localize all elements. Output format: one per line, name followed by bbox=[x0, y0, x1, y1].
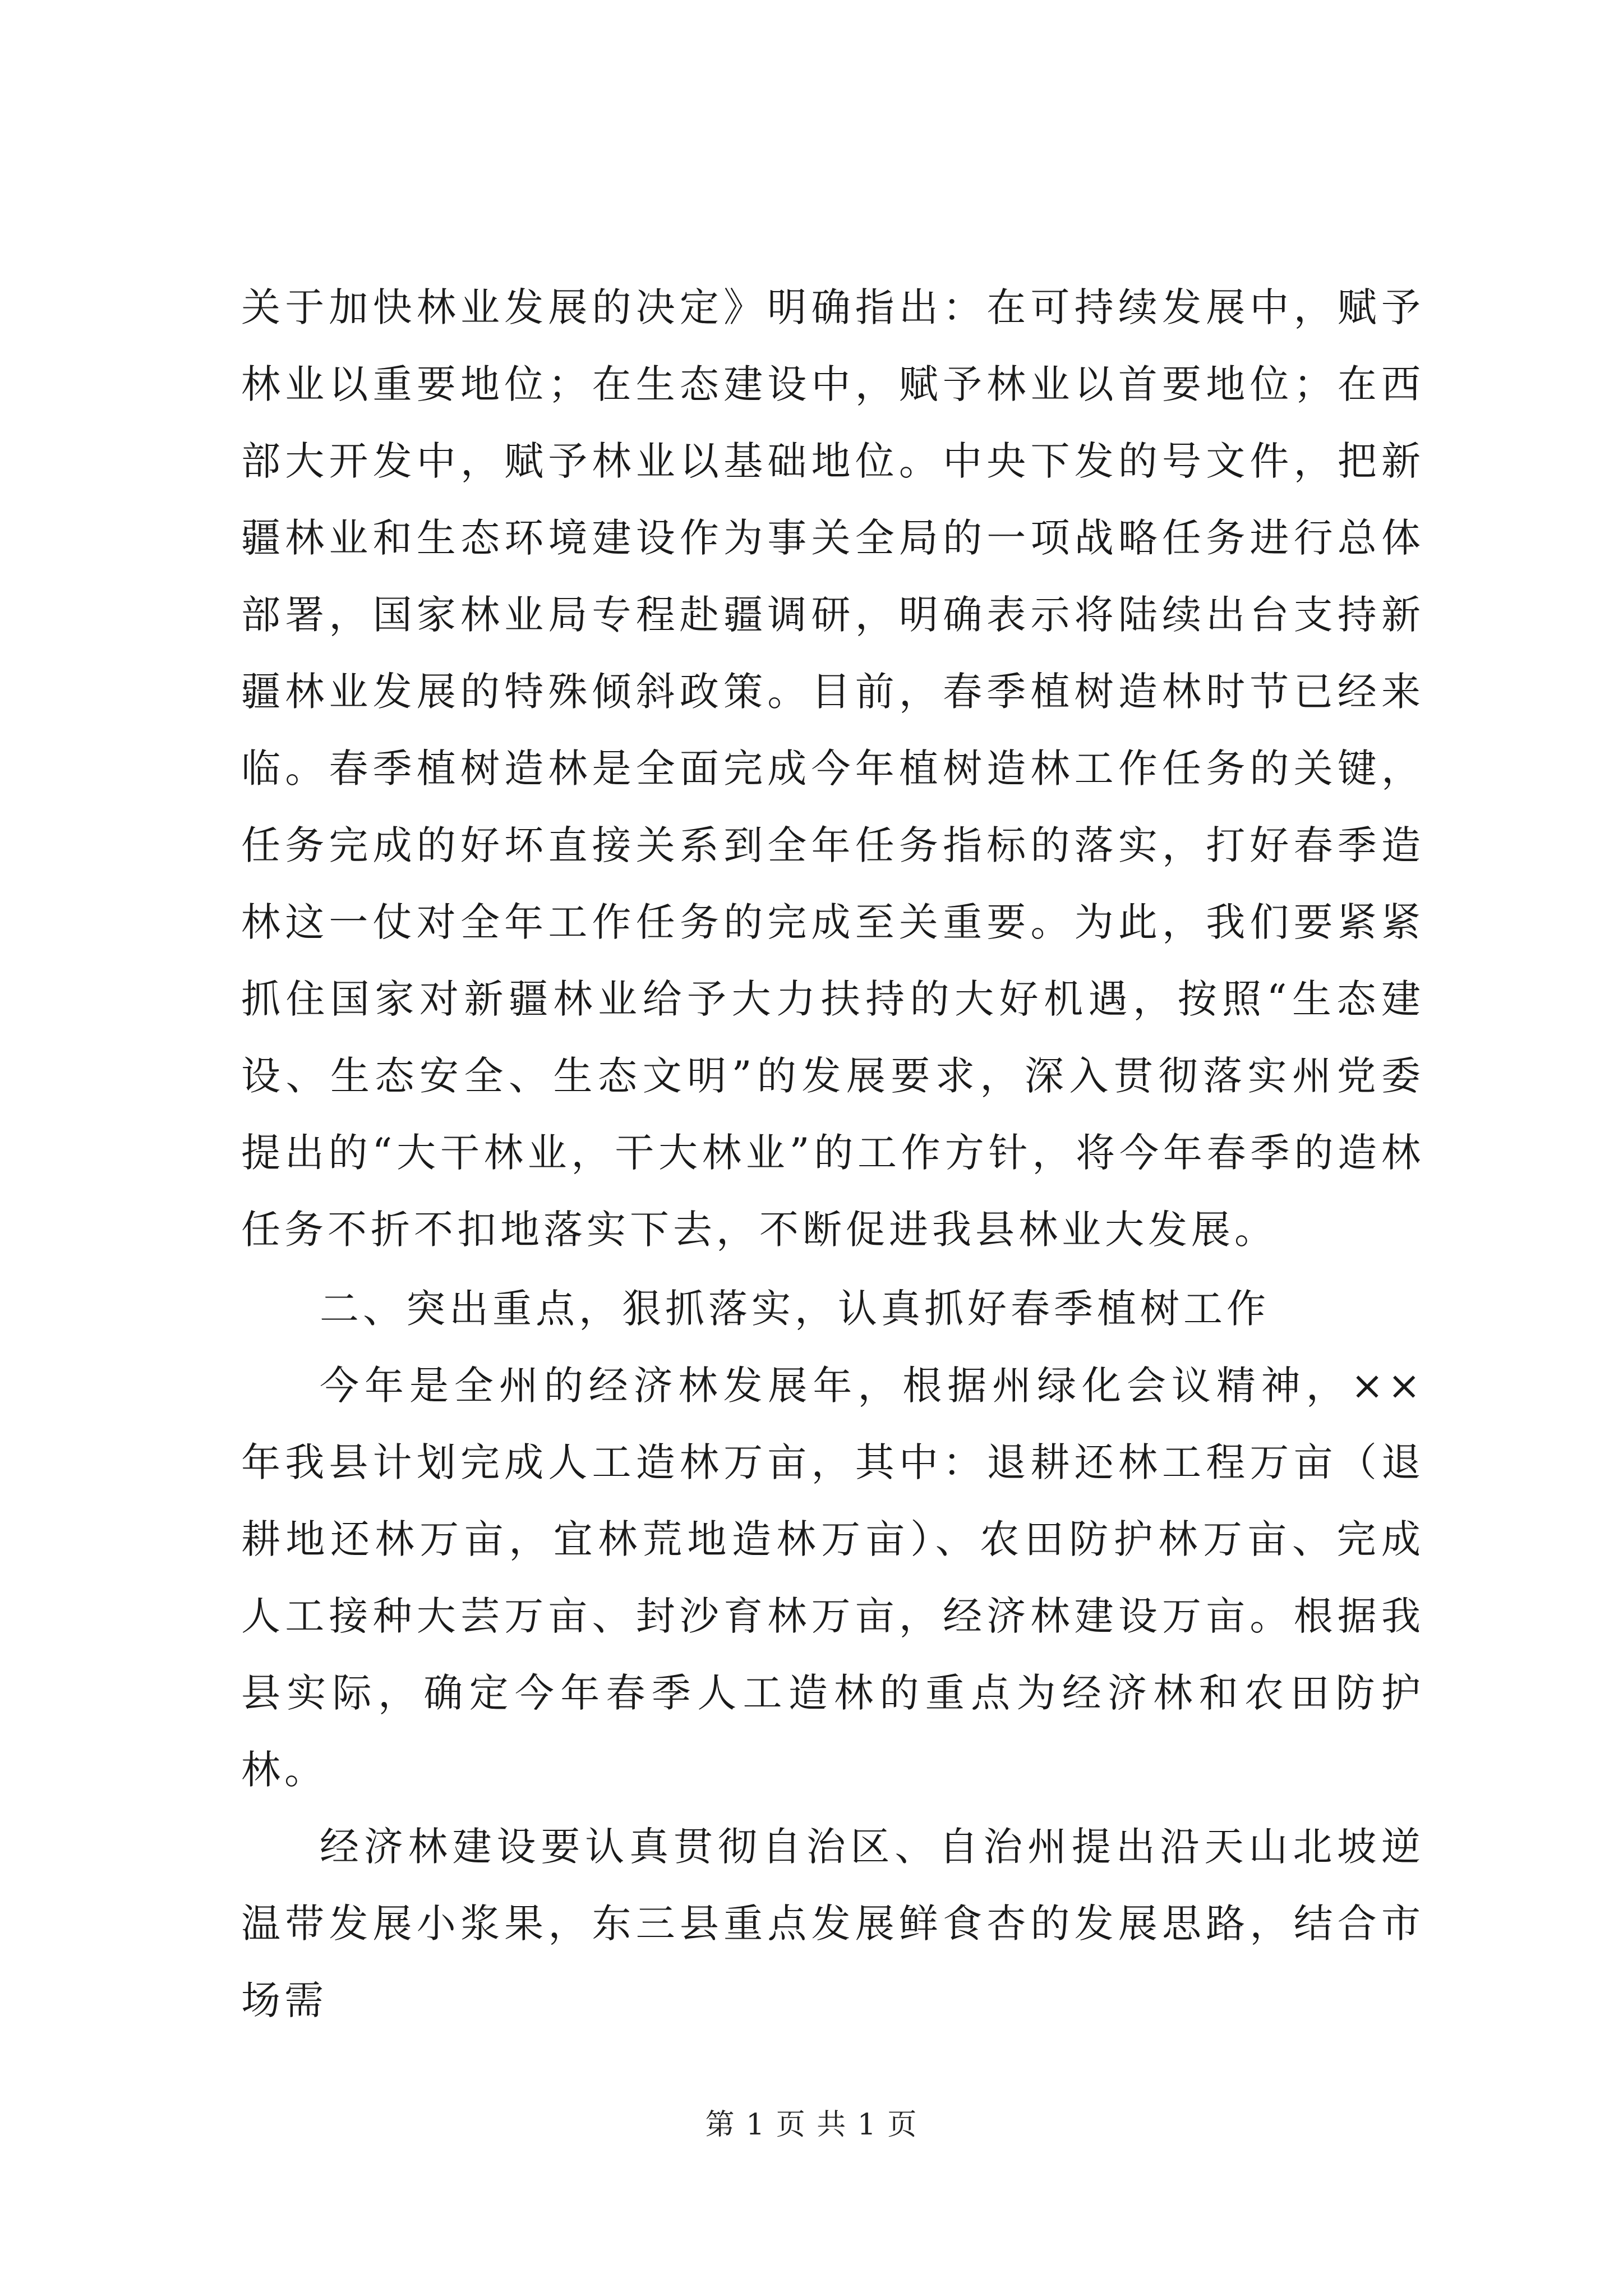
paragraph-economic-forest: 经济林建设要认真贯彻自治区、自治州提出沿天山北坡逆温带发展小浆果，东三县重点发展鲜食杏的发展思路，结合市场需 bbox=[241, 1824, 1424, 2023]
document-body bbox=[241, 269, 1424, 2039]
paragraph-plan: 今年是全州的经济林发展年，根据州绿化会议精神，××年我县计划完成人工造林万亩，其中：退耕还林工程万亩（退耕地还林万亩，宜林荒地造林万亩）、农田防护林万亩、完成人工接种大芸万亩、封沙育林万亩，经济林建设万亩。根据我县实际，确定今年春季人工造林的重点为经济林和农田防护林。 bbox=[241, 1363, 1424, 1793]
page-footer: 第 1 页 共 1 页 bbox=[705, 2108, 918, 2142]
paragraph-intro: 关于加快林业发展的决定》明确指出：在可持续发展中，赋予林业以重要地位；在生态建设中，赋予林业以首要地位；在西部大开发中，赋予林业以基础地位。中央下发的号文件，把新疆林业和生态环境建设作为事关全局的一项战略任务进行总体部署，国家林业局专程赴疆调研，明确表示将陆续出台支持新疆林业发展的特殊倾斜政策。目前，春季植树造林时节已经来临。春季植树造林是全面完成今年植树造林工作任务的关键，任务完成的好坏直接关系到全年任务指标的落实，打好春季造林这一仗对全年工作任务的完成至关重要。为此，我们要紧紧抓住国家对新疆林业给予大力扶持的大好机遇，按照“生态建设、生态安全、生态文明”的发展要求，深入贯彻落实州党委提出的“大干林业，干大林业”的工作方针，将今年春季的造林任务不折不扣地落实下去，不断促进我县林业大发展。 bbox=[241, 284, 1424, 1253]
section-heading: 二、突出重点，狠抓落实，认真抓好春季植树工作 bbox=[320, 1286, 1270, 1332]
